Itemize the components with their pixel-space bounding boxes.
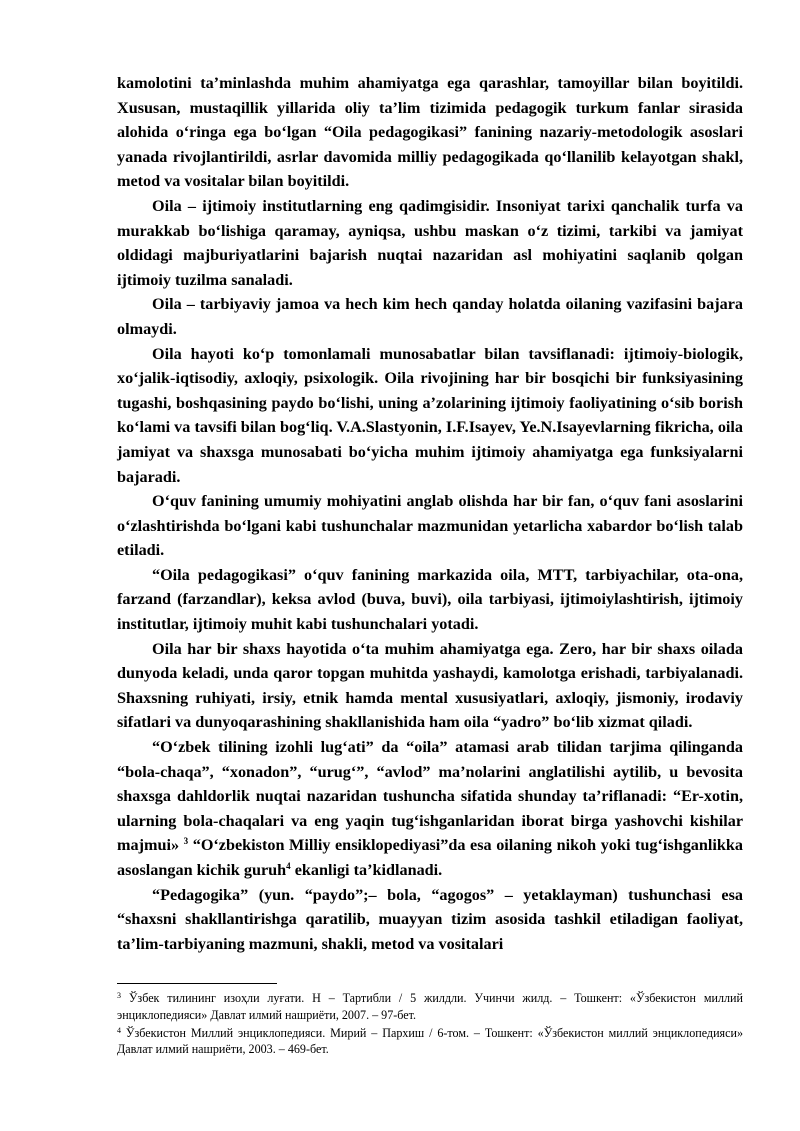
- footnote-4: [117, 1025, 743, 1059]
- footnote-text: Ўзбекистон Миллий энциклопедияси. Мирий – Пархиш / 6-том. – Тошкент: «Ўзбекистон миллий энциклопедияси» Давлат илмий нашриёти, 2003. – 469-бет.: [117, 1025, 744, 1057]
- paragraph-2: Oila – ijtimoiy institutlarning eng qadimgisidir. Insoniyat tarixi qanchalik turfa va murakkab boʻlishiga qaramay, ayniqsa, ushbu maskan oʻz tizimi, tarkibi va jamiyat oldidagi majburiyatlarini bajarish nuqtai nazaridan asl mohiyatini saqlanib qolgan ijtimoiy tuzilma sanaladi.: [117, 196, 743, 289]
- paragraph-6: “Oila pedagogikasi” oʻquv fanining markazida oila, MTT, tarbiyachilar, ota-ona, farzand (farzandlar), keksa avlod (buva, buvi), oila tarbiyasi, ijtimoiylashtirish, ijtimoiy institutlar, ijtimoiy muhit kabi tushunchalari yotadi.: [117, 565, 743, 634]
- footnote-mark: 3: [117, 991, 121, 1000]
- paragraph-8-part-1: “Oʻzbek tilining izohli lugʻati” da “oila” atamasi arab tilidan tarjima qilinganda “bola-chaqa”, “xonadon”, “urugʻ”, “avlod” ma’nolarini anglatilishi aytilib, u bevosita shaxsga dahldorlik nuqtai nazaridan tushuncha sifatida shunday ta’riflanadi: “Er-xotin, ularning bola-chaqalari va eng yaqin tugʻishganlaridan iborat birga yashovchi kishilar majmui»: [117, 738, 743, 855]
- paragraph-7: Oila har bir shaxs hayotida oʻta muhim ahamiyatga ega. Zero, har bir shaxs oilada dunyoda keladi, unda qaror topgan muhitda yashaydi, kamolotga erishadi, tarbiyalanadi. Shaxsning ruhiyati, irsiy, etnik hamda mental xususiyatlari, axloqiy, jismoniy, irodaviy sifatlari va dunyoqarashining shakllanishida ham oila “yadro” boʻlib xizmat qiladi.: [117, 639, 743, 732]
- body-text: [117, 71, 743, 956]
- paragraph-3: Oila – tarbiyaviy jamoa va hech kim hech qanday holatda oilaning vazifasini bajara olmaydi.: [117, 295, 743, 338]
- paragraph-8: [117, 735, 743, 883]
- footnotes: [117, 990, 743, 1059]
- paragraph-9: “Pedagogika” (yun. “paydo”;– bola, “agogos” – yetaklayman) tushunchasi esa “shaxsni shakllantirishga qaratilib, muayyan tizim asosida tashkil etiladigan faoliyat, ta’lim-tarbiyaning mazmuni, shakli, metod va vositalari: [117, 885, 743, 953]
- footnote-text: Ўзбек тилининг изоҳли луғати. Н – Тартибли / 5 жилдли. Учинчи жилд. – Тошкент: «Ўзбекистон миллий энциклопедияси» Давлат илмий нашриёти, 2007. – 97-бет.: [117, 991, 743, 1022]
- footnote-mark: 4: [117, 1025, 121, 1035]
- footnote-ref-4: 4: [286, 861, 291, 871]
- paragraph-5: Oʻquv fanining umumiy mohiyatini anglab olishda har bir fan, oʻquv fani asoslarini oʻzlashtirishda boʻlgani kabi tushunchalar mazmunidan yetarlicha xabardor boʻlish talab etiladi.: [117, 492, 743, 560]
- paragraph-1: kamolotini ta’minlashda muhim ahamiyatga ega qarashlar, tamoyillar bilan boyitildi. Xususan, mustaqillik yillarida oliy ta’lim tizimida pedagogik turkum fanlar sirasida alohida oʻringa ega boʻlgan “Oila pedagogikasi” fanining nazariy-metodologik asoslari yanada rivojlantirildi, asrlar davomida milliy pedagogikada qoʻllanilib kelayotgan shakl, metod va vositalar bilan boyitildi.: [117, 74, 743, 191]
- footnote-ref-3: 3: [183, 836, 189, 847]
- paragraph-8-part-2: “Oʻzbekiston Milliy ensiklopediyasi”da esa oilaning nikoh yoki tugʻishganlikka asoslangan kichik guruh: [117, 836, 743, 879]
- footnote-3: [117, 990, 743, 1024]
- paragraph-8-part-3: ekanligi ta’kidlanadi.: [290, 861, 443, 879]
- footnote-separator: [117, 983, 277, 984]
- paragraph-4: Oila hayoti koʻp tomonlamali munosabatlar bilan tavsiflanadi: ijtimoiy-biologik, xoʻjalik-iqtisodiy, axloqiy, psixologik. Oila rivojining har bir bosqichi bir funksiyasining tugashi, boshqasining paydo boʻlishi, uning a’zolarining ijtimoiy faoliyatining oʻsib borish koʻlami va tavsifi bilan bogʻliq. V.A.Slastyonin, I.F.Isayev, Ye.N.Isayevlarning fikricha, oila jamiyat va shaxsga munosabati boʻyicha muhim ijtimoiy ahamiyatga ega funksiyalarni bajaradi.: [117, 344, 743, 486]
